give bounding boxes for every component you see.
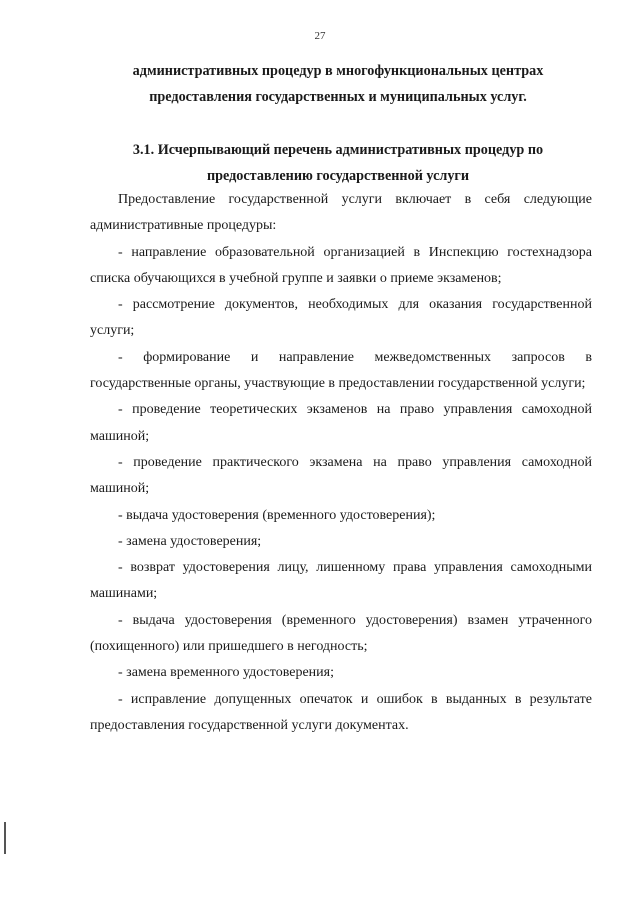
- section-heading-line-2: предоставлению государственной услуги: [206, 168, 470, 184]
- intro-paragraph: Предоставление государственной услуги включает в себя следующие административные процедуры:: [90, 192, 592, 234]
- procedure-list-item: - исправление допущенных опечаток и ошибок в выданных в результате предоставления государственной услуги документах.: [90, 691, 592, 733]
- chapter-heading-line-1: административных процедур в многофункциональных центрах: [132, 63, 544, 79]
- procedure-list-item: - рассмотрение документов, необходимых для оказания государственной услуги;: [90, 297, 592, 339]
- procedure-list-item: - замена временного удостоверения;: [118, 665, 334, 681]
- procedure-list-item: - замена удостоверения;: [118, 533, 262, 549]
- section-heading-line-1: 3.1. Исчерпывающий перечень административных процедур по: [132, 142, 544, 158]
- procedure-list-item: - проведение теоретических экзаменов на право управления самоходной машиной;: [90, 402, 592, 444]
- chapter-heading-continuation: [90, 58, 586, 110]
- procedure-list-item: - проведение практического экзамена на право управления самоходной машиной;: [90, 454, 592, 497]
- scan-margin-mark: [4, 822, 6, 854]
- procedure-list-item: - выдача удостоверения (временного удостоверения) взамен утраченного (похищенного) или пришедшего в негодность;: [90, 612, 592, 655]
- procedure-list-item: - формирование и направление межведомственных запросов в государственные органы, участвующие в предоставлении государственной услуги;: [90, 349, 592, 392]
- procedure-list-item: - направление образовательной организацией в Инспекцию гостехнадзора списка обучающихся в учебной группе и заявки о приеме экзаменов;: [90, 244, 592, 286]
- procedure-list-item: - выдача удостоверения (временного удостоверения);: [118, 507, 436, 523]
- procedure-list-item: - возврат удостоверения лицу, лишенному права управления самоходными машинами;: [90, 560, 592, 602]
- section-heading: [90, 137, 586, 189]
- chapter-heading-line-2: предоставления государственных и муниципальных услуг.: [149, 89, 527, 105]
- page-number: 27: [314, 30, 326, 42]
- body-text: [90, 187, 592, 739]
